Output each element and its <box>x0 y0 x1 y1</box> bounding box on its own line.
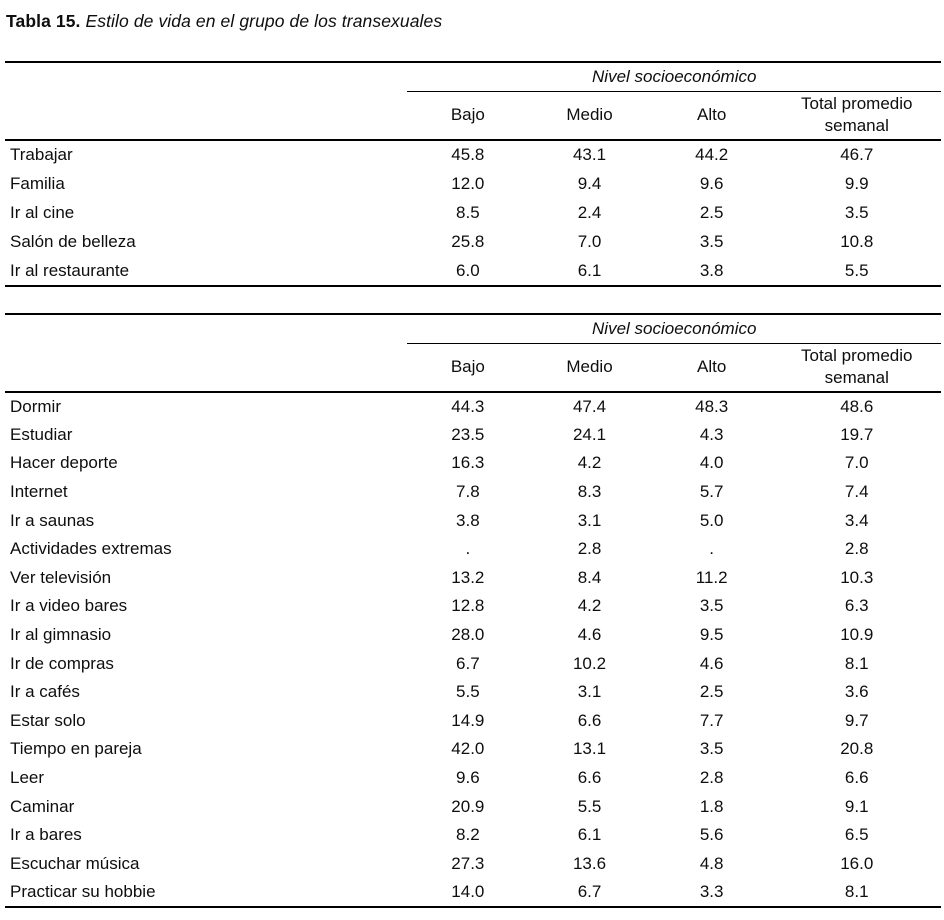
value-cell: 8.5 <box>456 202 480 222</box>
column-header-total-promedio: Total promedio semanal <box>773 91 942 140</box>
table-row <box>5 678 941 707</box>
value-cell: 10.3 <box>840 567 874 587</box>
value-cell: 9.6 <box>699 173 724 193</box>
value-cell: 2.8 <box>699 768 724 788</box>
value-cell: 3.5 <box>699 739 724 759</box>
activity-label: Ir a video bares <box>10 596 128 616</box>
activity-label: Ir a saunas <box>10 510 95 530</box>
empty-corner-cell <box>5 62 407 91</box>
activity-label: Dormir <box>10 396 61 416</box>
value-cell: 44.2 <box>695 145 729 165</box>
empty-corner-cell <box>5 91 407 140</box>
column-header-alto: Alto <box>651 343 773 392</box>
value-cell: 3.3 <box>699 881 724 901</box>
activity-label: Tiempo en pareja <box>10 739 142 759</box>
column-header-row <box>5 91 941 140</box>
value-cell: 4.6 <box>577 625 602 645</box>
value-cell: 11.2 <box>695 567 728 587</box>
table-number: Tabla 15. <box>6 11 81 31</box>
value-cell: 4.0 <box>699 453 724 473</box>
activity-label: Ver televisión <box>10 567 112 587</box>
table-row <box>5 169 941 198</box>
table-row <box>5 592 941 621</box>
column-header-alto: Alto <box>651 91 773 140</box>
value-cell: 45.8 <box>451 145 485 165</box>
value-cell: 6.0 <box>456 260 480 280</box>
value-cell: 46.7 <box>840 145 874 165</box>
value-cell: 1.8 <box>699 796 724 816</box>
table-row <box>5 564 941 593</box>
lifestyle-table-bottom <box>5 313 941 908</box>
table-row <box>5 421 941 450</box>
value-cell: 47.4 <box>572 396 607 416</box>
value-cell: 8.1 <box>844 653 869 673</box>
value-cell: 23.5 <box>451 424 485 444</box>
value-cell: 13.1 <box>572 739 607 759</box>
activity-label: Ir al gimnasio <box>10 625 112 645</box>
value-cell: 19.7 <box>840 424 874 444</box>
value-cell: 6.5 <box>844 825 869 845</box>
value-cell: 25.8 <box>451 232 485 252</box>
value-cell: 13.2 <box>451 567 485 587</box>
table-row <box>5 478 941 507</box>
activity-label: Ir a bares <box>10 825 82 845</box>
value-cell: 8.4 <box>577 567 602 587</box>
value-cell: 5.5 <box>577 796 602 816</box>
value-cell: 6.6 <box>844 768 869 788</box>
activity-label: Ir al restaurante <box>10 260 130 280</box>
column-header-total-promedio: Total promedio semanal <box>773 343 942 392</box>
value-cell: 4.2 <box>577 453 602 473</box>
value-cell: 16.0 <box>840 853 874 873</box>
value-cell: 10.2 <box>572 653 607 673</box>
table-row <box>5 535 941 564</box>
value-cell: 3.5 <box>699 232 724 252</box>
table-row <box>5 649 941 678</box>
value-cell: 3.8 <box>456 510 480 530</box>
value-cell: 9.1 <box>844 796 869 816</box>
value-cell: 5.5 <box>456 682 480 702</box>
lifestyle-table-top <box>5 61 941 287</box>
value-cell: 4.2 <box>577 596 602 616</box>
value-cell: 2.4 <box>577 202 602 222</box>
table-row <box>5 850 941 879</box>
value-cell: 28.0 <box>451 625 485 645</box>
value-cell: 6.1 <box>577 260 602 280</box>
activity-label: Internet <box>10 482 68 502</box>
value-cell: 9.4 <box>577 173 602 193</box>
table-row <box>5 506 941 535</box>
value-cell: 27.3 <box>451 853 485 873</box>
value-cell: 7.0 <box>844 453 869 473</box>
table-row <box>5 198 941 227</box>
table-row <box>5 449 941 478</box>
value-cell: 4.3 <box>699 424 724 444</box>
value-cell: 3.8 <box>699 260 724 280</box>
value-cell: 12.8 <box>451 596 485 616</box>
activity-label: Salón de belleza <box>10 232 136 252</box>
table-row <box>5 878 941 907</box>
value-cell: 10.9 <box>840 625 874 645</box>
column-header-bajo: Bajo <box>407 343 528 392</box>
value-cell: 7.4 <box>844 482 869 502</box>
value-cell: . <box>465 539 471 559</box>
table-row <box>5 707 941 736</box>
activity-label: Hacer deporte <box>10 453 118 473</box>
value-cell: 5.6 <box>699 825 724 845</box>
table-body <box>5 392 941 907</box>
group-header-nivel-socioeconomico: Nivel socioeconómico <box>407 62 941 91</box>
table-row <box>5 735 941 764</box>
value-cell: 42.0 <box>451 739 485 759</box>
value-cell: 9.9 <box>844 173 869 193</box>
activity-label: Actividades extremas <box>10 539 172 559</box>
activity-label: Ir a cafés <box>10 682 80 702</box>
table-row <box>5 821 941 850</box>
value-cell: 48.6 <box>840 396 874 416</box>
value-cell: 3.1 <box>577 682 602 702</box>
value-cell: 7.8 <box>456 482 480 502</box>
activity-label: Practicar su hobbie <box>10 881 156 901</box>
value-cell: 20.8 <box>840 739 874 759</box>
table-caption <box>6 11 442 32</box>
activity-label: Trabajar <box>10 145 73 165</box>
value-cell: 5.7 <box>699 482 724 502</box>
value-cell: 6.6 <box>577 768 602 788</box>
value-cell: 5.5 <box>844 260 869 280</box>
value-cell: 44.3 <box>451 396 485 416</box>
table-title-text: Estilo de vida en el grupo de los transexuales <box>85 11 443 31</box>
value-cell: 8.2 <box>456 825 480 845</box>
value-cell: 43.1 <box>572 145 607 165</box>
value-cell: 8.3 <box>577 482 602 502</box>
value-cell: 48.3 <box>695 396 729 416</box>
value-cell: 16.3 <box>451 453 485 473</box>
value-cell: 9.7 <box>844 710 869 730</box>
empty-corner-cell <box>5 314 407 343</box>
activity-label: Ir de compras <box>10 653 114 673</box>
value-cell: 4.8 <box>699 853 724 873</box>
activity-label: Estudiar <box>10 424 73 444</box>
value-cell: 3.5 <box>844 202 869 222</box>
value-cell: 2.8 <box>844 539 869 559</box>
column-header-row <box>5 343 941 392</box>
activity-label: Caminar <box>10 796 75 816</box>
value-cell: 12.0 <box>451 173 485 193</box>
value-cell: 24.1 <box>572 424 607 444</box>
activity-label: Familia <box>10 173 65 193</box>
value-cell: 2.5 <box>699 202 724 222</box>
value-cell: 20.9 <box>451 796 485 816</box>
activity-label: Leer <box>10 768 45 788</box>
value-cell: 3.4 <box>844 510 869 530</box>
value-cell: 14.0 <box>451 881 485 901</box>
table-row <box>5 621 941 650</box>
value-cell: 8.1 <box>844 881 869 901</box>
value-cell: 7.0 <box>577 232 602 252</box>
value-cell: 6.7 <box>577 881 602 901</box>
table-row <box>5 257 941 286</box>
value-cell: 3.6 <box>844 682 869 702</box>
value-cell: 9.5 <box>699 625 724 645</box>
column-header-bajo: Bajo <box>407 91 528 140</box>
value-cell: 5.0 <box>699 510 724 530</box>
value-cell: 13.6 <box>572 853 607 873</box>
activity-label: Escuchar música <box>10 853 140 873</box>
value-cell: 6.7 <box>456 653 480 673</box>
value-cell: 2.8 <box>577 539 602 559</box>
value-cell: 3.5 <box>699 596 724 616</box>
table-row <box>5 140 941 169</box>
value-cell: 6.1 <box>577 825 602 845</box>
column-header-medio: Medio <box>528 91 651 140</box>
value-cell: 6.6 <box>577 710 602 730</box>
table-row <box>5 392 941 421</box>
table-row <box>5 792 941 821</box>
empty-corner-cell <box>5 343 407 392</box>
value-cell: 9.6 <box>456 768 480 788</box>
value-cell: 4.6 <box>699 653 724 673</box>
column-header-medio: Medio <box>528 343 651 392</box>
value-cell: 2.5 <box>699 682 724 702</box>
value-cell: . <box>709 539 715 559</box>
group-header-row <box>5 62 941 91</box>
activity-label: Estar solo <box>10 710 86 730</box>
group-header-row <box>5 314 941 343</box>
value-cell: 6.3 <box>844 596 869 616</box>
value-cell: 7.7 <box>699 710 724 730</box>
activity-label: Ir al cine <box>10 202 75 222</box>
value-cell: 14.9 <box>451 710 485 730</box>
table-body <box>5 140 941 286</box>
table-row <box>5 764 941 793</box>
group-header-nivel-socioeconomico: Nivel socioeconómico <box>407 314 941 343</box>
value-cell: 3.1 <box>577 510 602 530</box>
value-cell: 10.8 <box>840 232 874 252</box>
table-row <box>5 228 941 257</box>
